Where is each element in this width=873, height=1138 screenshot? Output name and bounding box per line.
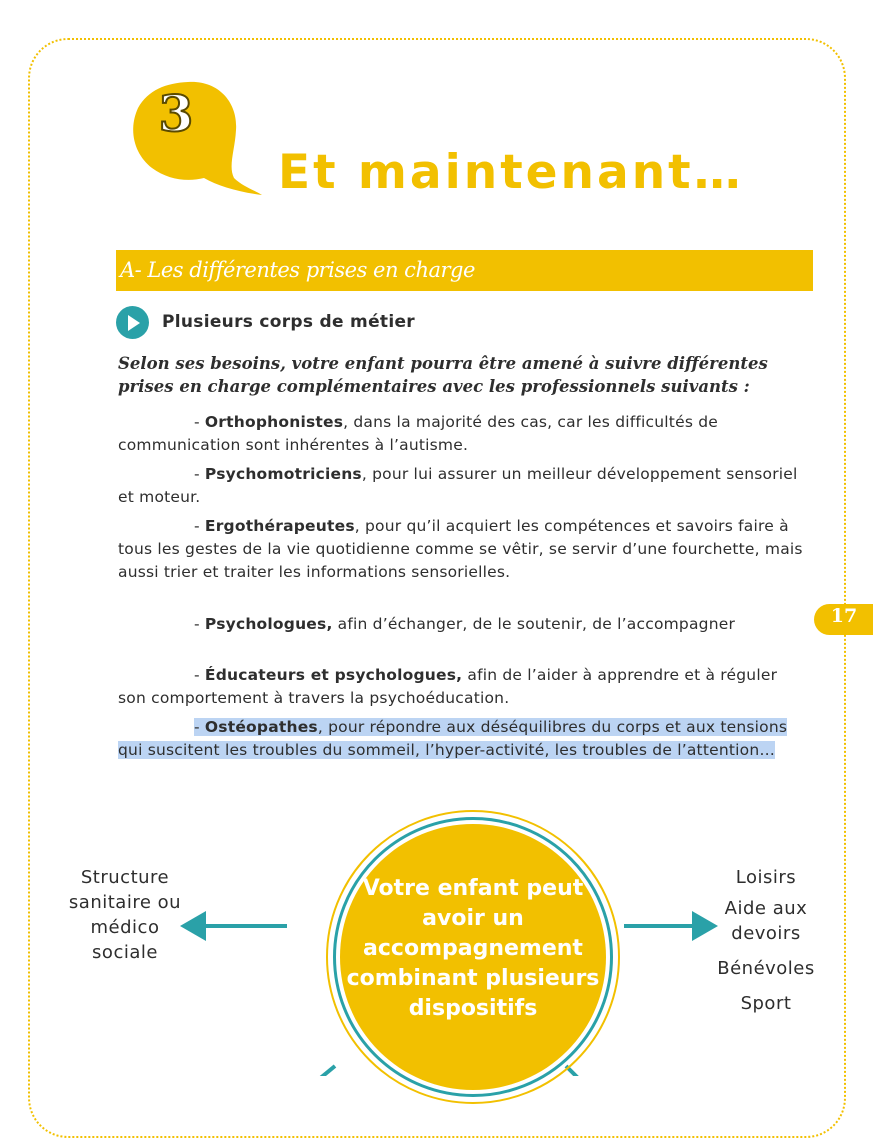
page-title: Et maintenant… [278,145,744,200]
term: Psychomotriciens [204,465,362,483]
chapter-number: 3 [158,84,194,143]
center-circle-text: Votre enfant peut avoir un accompagnement combinant plusieurs dispositifs [346,876,600,1021]
intro-paragraph: Selon ses besoins, votre enfant pourra être amené à suivre différentes prises en charge complémentaires avec les professionnels suivants : [118,354,768,396]
right-label-loisirs: Loisirs [735,867,797,888]
term: Éducateurs et psychologues, [204,666,463,684]
list-item-educateurs[interactable]: - Éducateurs et psychologues, afin de l’aider à apprendre et à réguler son comportement à travers la psychoéducation. [118,666,778,707]
left-label-structure: Structure sanitaire ou médico sociale [68,867,182,963]
term: Ostéopathes [204,718,318,736]
term: Psychologues, [204,615,333,633]
right-label-aide-devoirs: Aide aux devoirs [724,898,808,944]
section-title: A- Les différentes prises en charge [120,258,475,282]
list-item-osteopathes-selected[interactable]: - Ostéopathes, pour répondre aux déséquilibres du corps et aux tensions qui suscitent les troubles du sommeil, l’hyper-activité, les troubles de l’attention… [118,718,788,759]
term: Ergothérapeutes [204,517,355,535]
right-label-benevoles: Bénévoles [717,958,815,979]
right-label-sport: Sport [740,993,792,1014]
list-item-orthophonistes[interactable]: - Orthophonistes, dans la majorité des cas, car les difficultés de communication sont inhérentes à l’autisme. [118,413,718,454]
page-number: 17 [830,605,858,627]
list-item-ergotherapeutes[interactable]: - Ergothérapeutes, pour qu’il acquiert les compétences et savoirs faire à tous les gestes de la vie quotidienne comme se vêtir, se servir d’une fourchette, mais aussi trier et traiter les informations sensorielles. [118,517,803,581]
term: Orthophonistes [204,413,344,431]
subheading: Plusieurs corps de métier [162,312,415,332]
left-arrow-icon [180,911,287,941]
bottom-left-arrow-icon [318,1066,335,1076]
right-arrow-icon [624,911,718,941]
list-item-psychomotriciens[interactable]: - Psychomotriciens, pour lui assurer un meilleur développement sensoriel et moteur. [118,465,798,506]
list-item-psychologues[interactable]: - Psychologues, afin d’échanger, de le soutenir, de l’accompagner [194,615,736,633]
